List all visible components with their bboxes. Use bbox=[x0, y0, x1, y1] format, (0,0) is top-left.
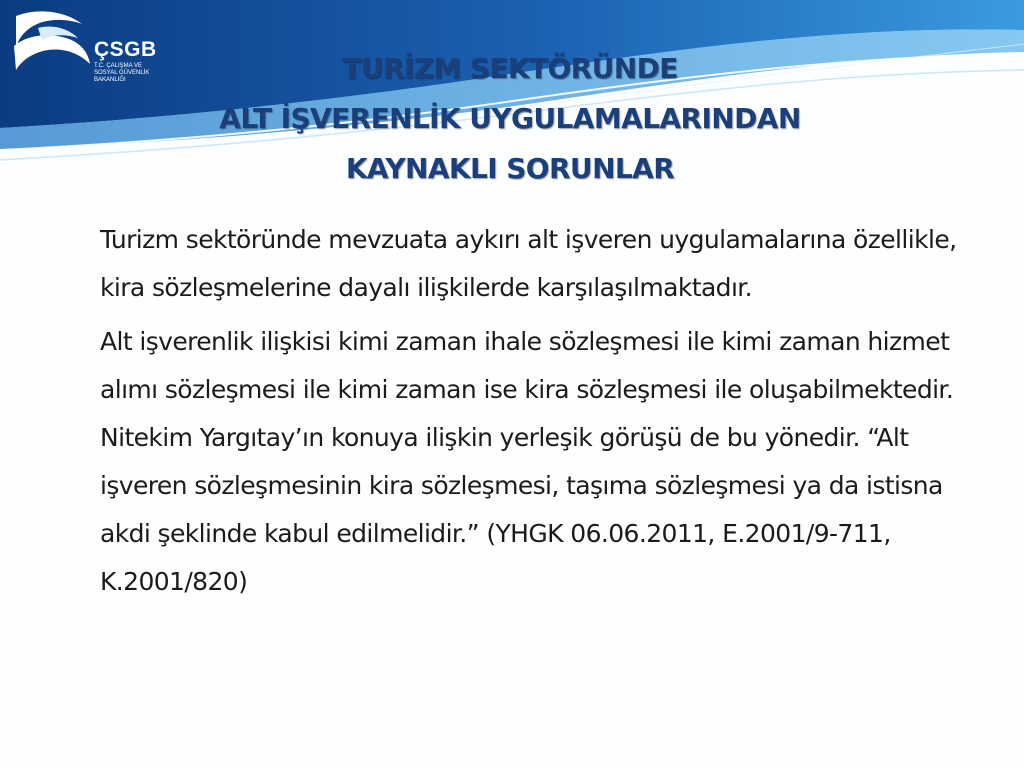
logo-subtitle: T.C. ÇALIŞMA VE SOSYAL GÜVENLİK BAKANLIĞI bbox=[94, 63, 150, 83]
slide-body bbox=[100, 216, 980, 608]
body-paragraph-1: Turizm sektöründe mevzuata aykırı alt işveren uygulamalarına özellikle, kira sözleşmelerine dayalı ilişkilerde karşılaşılmaktadır. bbox=[100, 225, 957, 302]
logo-name: ÇSGB bbox=[94, 38, 157, 61]
slide-title bbox=[90, 44, 930, 194]
logo-swirl-icon bbox=[8, 8, 98, 78]
title-line-2: ALT İŞVERENLİK UYGULAMALARINDAN bbox=[219, 102, 801, 135]
title-line-1: TURİZM SEKTÖRÜNDE bbox=[342, 52, 678, 85]
body-paragraph-2: Alt işverenlik ilişkisi kimi zaman ihale sözleşmesi ile kimi zaman hizmet alımı sözleşmesi ile kimi zaman ise kira sözleşmesi ile oluşabilmektedir. Nitekim Yargıtay’ın konuya ilişkin yerleşik görüşü de bu yönedir. “Alt işveren sözleşmesinin kira sözleşmesi, taşıma sözleşmesi ya da istisna akdi şeklinde kabul edilmelidir.” (YHGK 06.06.2011, E.2001/9-711, K.2001/820) bbox=[100, 327, 954, 596]
title-line-3: KAYNAKLI SORUNLAR bbox=[345, 152, 675, 185]
